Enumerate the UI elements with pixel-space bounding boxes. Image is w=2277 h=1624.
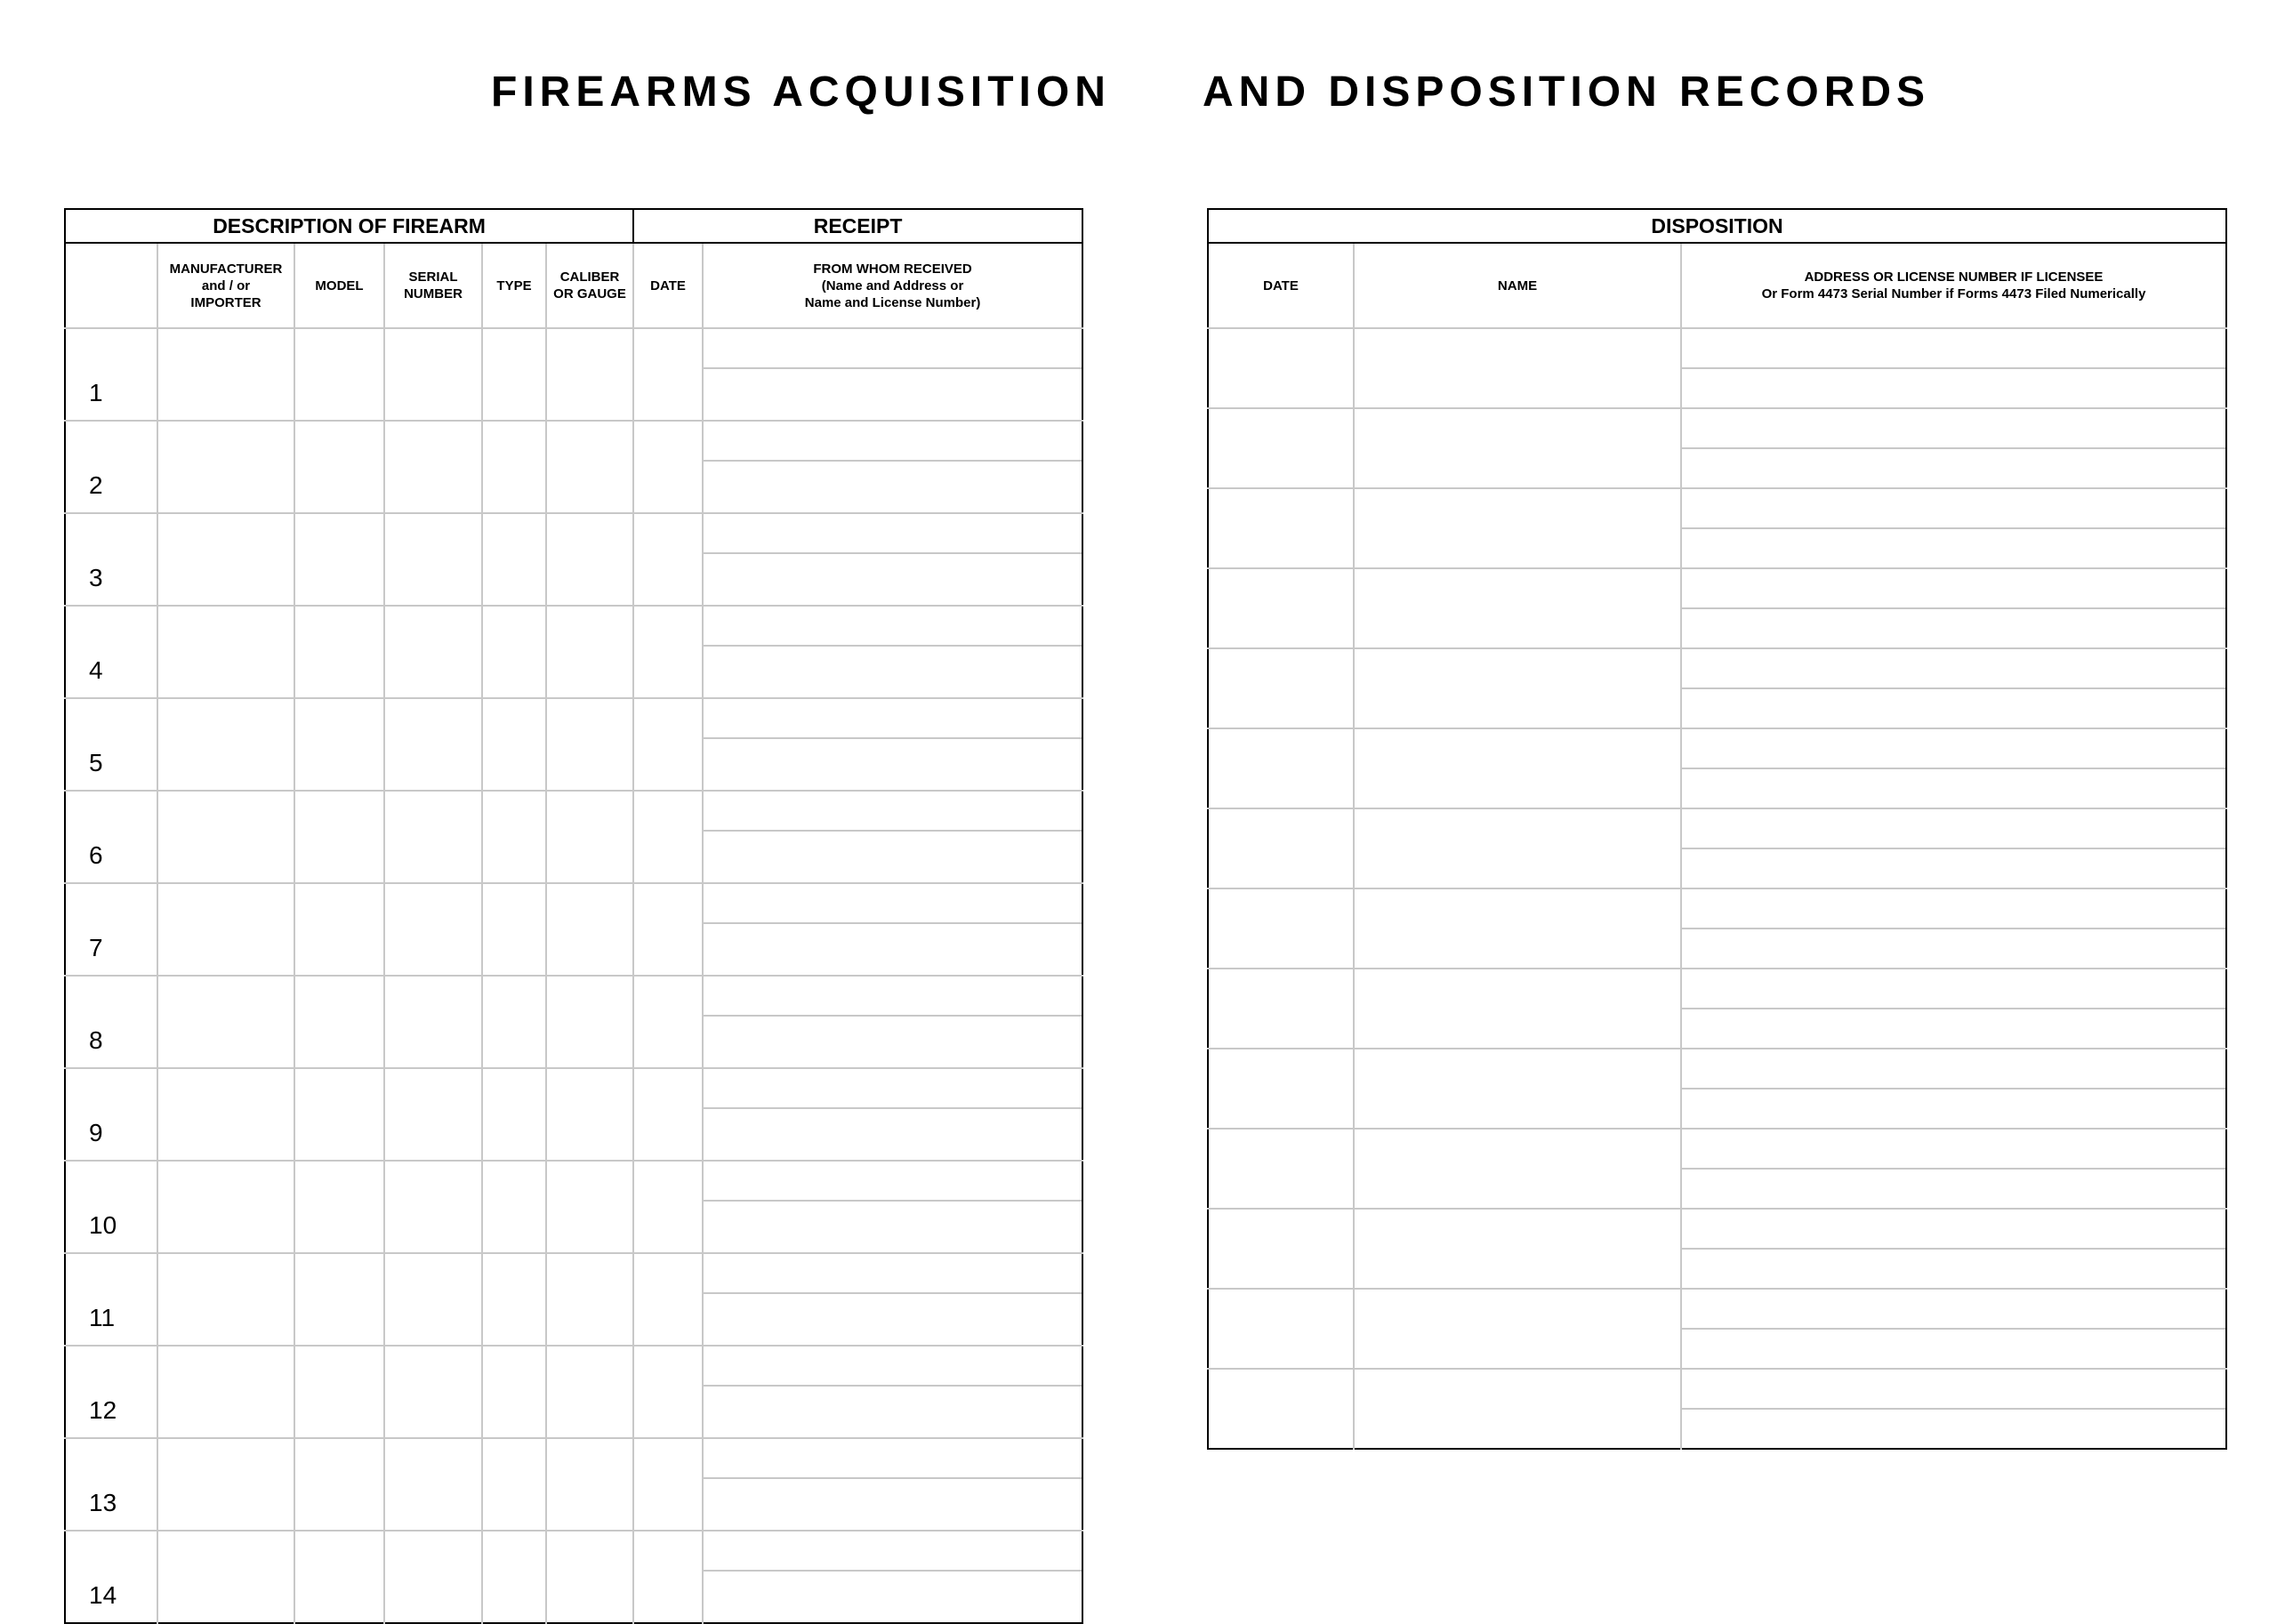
acquisition-row (65, 1531, 1082, 1623)
writing-line (1682, 1008, 2225, 1009)
address-or-license-cell[interactable] (1681, 408, 2226, 488)
caliber-cell[interactable] (546, 1531, 633, 1623)
serial-number-cell[interactable] (384, 1161, 482, 1253)
disposition-row (1208, 408, 2226, 488)
caliber-cell[interactable] (546, 328, 633, 421)
acquisition-row (65, 328, 1082, 421)
type-cell[interactable] (482, 976, 546, 1068)
manufacturer-cell[interactable] (157, 883, 294, 976)
disposition-date-cell[interactable] (1208, 969, 1354, 1049)
receipt-date-cell[interactable] (633, 606, 703, 698)
from-whom-received-cell[interactable] (703, 1438, 1082, 1531)
manufacturer-cell[interactable] (157, 1531, 294, 1623)
acquisition-row (65, 1346, 1082, 1438)
receipt-date-cell[interactable] (633, 698, 703, 791)
disposition-name-cell[interactable] (1354, 808, 1681, 888)
from-whom-received-cell[interactable] (703, 606, 1082, 698)
row-number: 9 (65, 1068, 157, 1161)
row-number: 11 (65, 1253, 157, 1346)
address-or-license-cell[interactable] (1681, 1129, 2226, 1209)
disposition-date-cell[interactable] (1208, 1209, 1354, 1289)
acquisition-row (65, 976, 1082, 1068)
disposition-date-column-header: DATE (1208, 243, 1354, 328)
type-cell[interactable] (482, 328, 546, 421)
disposition-date-cell[interactable] (1208, 568, 1354, 648)
disposition-name-cell[interactable] (1354, 1049, 1681, 1129)
address-or-license-cell[interactable] (1681, 1289, 2226, 1369)
disposition-name-column-header: NAME (1354, 243, 1681, 328)
writing-line (704, 645, 1082, 647)
disposition-date-cell[interactable] (1208, 648, 1354, 728)
caliber-cell[interactable] (546, 1068, 633, 1161)
receipt-header: RECEIPT (633, 209, 1082, 243)
manufacturer-cell[interactable] (157, 1253, 294, 1346)
serial-number-cell[interactable] (384, 606, 482, 698)
acquisition-row (65, 1068, 1082, 1161)
writing-line (704, 1292, 1082, 1294)
model-cell[interactable] (294, 328, 384, 421)
type-cell[interactable] (482, 513, 546, 606)
disposition-row (1208, 1369, 2226, 1449)
row-number: 5 (65, 698, 157, 791)
type-cell[interactable] (482, 883, 546, 976)
disposition-row (1208, 1049, 2226, 1129)
disposition-table (1207, 208, 2227, 1450)
writing-line (704, 552, 1082, 554)
serial-number-cell[interactable] (384, 1253, 482, 1346)
disposition-name-cell[interactable] (1354, 969, 1681, 1049)
from-whom-received-cell[interactable] (703, 1068, 1082, 1161)
disposition-date-cell[interactable] (1208, 1289, 1354, 1369)
page-title-left: FIREARMS ACQUISITION (491, 68, 1111, 116)
manufacturer-cell[interactable] (157, 1068, 294, 1161)
serial-number-cell[interactable] (384, 328, 482, 421)
writing-line (1682, 1328, 2225, 1330)
disposition-name-cell[interactable] (1354, 888, 1681, 969)
from-whom-received-cell[interactable] (703, 1253, 1082, 1346)
from-whom-received-cell[interactable] (703, 976, 1082, 1068)
writing-line (1682, 848, 2225, 849)
caliber-cell[interactable] (546, 1253, 633, 1346)
disposition-row (1208, 728, 2226, 808)
row-number: 2 (65, 421, 157, 513)
row-number: 12 (65, 1346, 157, 1438)
disposition-date-cell[interactable] (1208, 1129, 1354, 1209)
caliber-cell[interactable] (546, 883, 633, 976)
model-column-header: MODEL (294, 243, 384, 328)
from-whom-received-cell[interactable] (703, 513, 1082, 606)
row-number: 1 (65, 328, 157, 421)
model-cell[interactable] (294, 421, 384, 513)
disposition-date-cell[interactable] (1208, 408, 1354, 488)
caliber-cell[interactable] (546, 606, 633, 698)
receipt-date-cell[interactable] (633, 328, 703, 421)
manufacturer-cell[interactable] (157, 976, 294, 1068)
address-or-license-cell[interactable] (1681, 488, 2226, 568)
model-cell[interactable] (294, 698, 384, 791)
disposition-name-cell[interactable] (1354, 1129, 1681, 1209)
acquisition-row (65, 1438, 1082, 1531)
writing-line (1682, 447, 2225, 449)
receipt-date-cell[interactable] (633, 1531, 703, 1623)
writing-line (704, 737, 1082, 739)
serial-number-cell[interactable] (384, 421, 482, 513)
row-number: 14 (65, 1531, 157, 1623)
disposition-name-cell[interactable] (1354, 328, 1681, 408)
from-whom-received-cell[interactable] (703, 421, 1082, 513)
serial-number-cell[interactable] (384, 1068, 482, 1161)
receipt-date-cell[interactable] (633, 1161, 703, 1253)
caliber-cell[interactable] (546, 1438, 633, 1531)
description-of-firearm-header: DESCRIPTION OF FIREARM (65, 209, 633, 243)
writing-line (704, 1570, 1082, 1572)
disposition-row (1208, 1209, 2226, 1289)
receipt-date-cell[interactable] (633, 791, 703, 883)
model-cell[interactable] (294, 606, 384, 698)
writing-line (1682, 768, 2225, 769)
disposition-name-cell[interactable] (1354, 1369, 1681, 1449)
disposition-row (1208, 969, 2226, 1049)
disposition-row (1208, 808, 2226, 888)
acquisition-row (65, 1253, 1082, 1346)
acquisition-row (65, 606, 1082, 698)
address-or-license-cell[interactable] (1681, 1369, 2226, 1449)
writing-line (704, 830, 1082, 832)
disposition-row (1208, 888, 2226, 969)
writing-line (1682, 1168, 2225, 1170)
writing-line (704, 1385, 1082, 1387)
disposition-row (1208, 1289, 2226, 1369)
writing-line (704, 367, 1082, 369)
row-number: 7 (65, 883, 157, 976)
disposition-date-cell[interactable] (1208, 1049, 1354, 1129)
type-cell[interactable] (482, 1346, 546, 1438)
manufacturer-cell[interactable] (157, 1438, 294, 1531)
receipt-date-cell[interactable] (633, 1346, 703, 1438)
disposition-name-cell[interactable] (1354, 728, 1681, 808)
receipt-date-cell[interactable] (633, 421, 703, 513)
from-whom-received-cell[interactable] (703, 1531, 1082, 1623)
receipt-date-column-header: DATE (633, 243, 703, 328)
serial-number-cell[interactable] (384, 1346, 482, 1438)
receipt-date-cell[interactable] (633, 883, 703, 976)
receipt-date-cell[interactable] (633, 1253, 703, 1346)
disposition-name-cell[interactable] (1354, 568, 1681, 648)
writing-line (1682, 607, 2225, 609)
disposition-date-cell[interactable] (1208, 1369, 1354, 1449)
row-number: 8 (65, 976, 157, 1068)
manufacturer-cell[interactable] (157, 513, 294, 606)
receipt-date-cell[interactable] (633, 1068, 703, 1161)
serial-number-cell[interactable] (384, 698, 482, 791)
row-number: 13 (65, 1438, 157, 1531)
from-whom-received-cell[interactable] (703, 791, 1082, 883)
address-or-license-cell[interactable] (1681, 328, 2226, 408)
row-number: 4 (65, 606, 157, 698)
disposition-name-cell[interactable] (1354, 1289, 1681, 1369)
address-or-license-cell[interactable] (1681, 888, 2226, 969)
caliber-column-header: CALIBER OR GAUGE (546, 243, 633, 328)
writing-line (704, 1107, 1082, 1109)
disposition-row (1208, 488, 2226, 568)
disposition-date-cell[interactable] (1208, 888, 1354, 969)
disposition-row (1208, 1129, 2226, 1209)
disposition-header: DISPOSITION (1208, 209, 2226, 243)
type-cell[interactable] (482, 1068, 546, 1161)
disposition-name-cell[interactable] (1354, 408, 1681, 488)
from-whom-received-cell[interactable] (703, 328, 1082, 421)
acquisition-row (65, 1161, 1082, 1253)
manufacturer-cell[interactable] (157, 1161, 294, 1253)
address-or-license-cell[interactable] (1681, 808, 2226, 888)
address-or-license-cell[interactable] (1681, 728, 2226, 808)
model-cell[interactable] (294, 1531, 384, 1623)
from-whom-received-column-header: FROM WHOM RECEIVED (Name and Address or Name and License Number) (703, 243, 1082, 328)
address-or-license-cell[interactable] (1681, 1049, 2226, 1129)
serial-number-cell[interactable] (384, 791, 482, 883)
page-title-right: AND DISPOSITION RECORDS (1203, 68, 1931, 116)
disposition-date-cell[interactable] (1208, 728, 1354, 808)
disposition-date-cell[interactable] (1208, 328, 1354, 408)
from-whom-received-cell[interactable] (703, 1346, 1082, 1438)
writing-line (704, 460, 1082, 462)
writing-line (704, 1200, 1082, 1202)
type-cell[interactable] (482, 421, 546, 513)
disposition-name-cell[interactable] (1354, 648, 1681, 728)
caliber-cell[interactable] (546, 513, 633, 606)
disposition-row (1208, 568, 2226, 648)
type-cell[interactable] (482, 1531, 546, 1623)
disposition-name-cell[interactable] (1354, 1209, 1681, 1289)
type-cell[interactable] (482, 1161, 546, 1253)
serial-number-cell[interactable] (384, 976, 482, 1068)
model-cell[interactable] (294, 1161, 384, 1253)
writing-line (1682, 1248, 2225, 1250)
manufacturer-cell[interactable] (157, 1346, 294, 1438)
disposition-date-cell[interactable] (1208, 488, 1354, 568)
receipt-date-cell[interactable] (633, 1438, 703, 1531)
type-cell[interactable] (482, 791, 546, 883)
disposition-row (1208, 648, 2226, 728)
writing-line (1682, 687, 2225, 689)
receipt-date-cell[interactable] (633, 976, 703, 1068)
from-whom-received-cell[interactable] (703, 698, 1082, 791)
serial-number-cell[interactable] (384, 513, 482, 606)
model-cell[interactable] (294, 1068, 384, 1161)
type-column-header: TYPE (482, 243, 546, 328)
acquisition-row (65, 883, 1082, 976)
model-cell[interactable] (294, 513, 384, 606)
type-cell[interactable] (482, 1438, 546, 1531)
caliber-cell[interactable] (546, 421, 633, 513)
caliber-cell[interactable] (546, 1161, 633, 1253)
writing-line (1682, 527, 2225, 529)
row-number-column-header (65, 243, 157, 328)
acquisition-row (65, 513, 1082, 606)
acquisition-row (65, 791, 1082, 883)
row-number: 3 (65, 513, 157, 606)
writing-line (1682, 1088, 2225, 1089)
manufacturer-cell[interactable] (157, 328, 294, 421)
acquisition-table (64, 208, 1083, 1624)
acquisition-row (65, 421, 1082, 513)
disposition-row (1208, 328, 2226, 408)
type-cell[interactable] (482, 1253, 546, 1346)
row-number: 6 (65, 791, 157, 883)
caliber-cell[interactable] (546, 1346, 633, 1438)
disposition-name-cell[interactable] (1354, 488, 1681, 568)
model-cell[interactable] (294, 791, 384, 883)
address-or-license-cell[interactable] (1681, 969, 2226, 1049)
address-or-license-cell[interactable] (1681, 568, 2226, 648)
address-or-license-cell[interactable] (1681, 1209, 2226, 1289)
acquisition-row (65, 698, 1082, 791)
caliber-cell[interactable] (546, 791, 633, 883)
address-or-license-cell[interactable] (1681, 648, 2226, 728)
manufacturer-cell[interactable] (157, 791, 294, 883)
receipt-date-cell[interactable] (633, 513, 703, 606)
serial-number-column-header: SERIAL NUMBER (384, 243, 482, 328)
from-whom-received-cell[interactable] (703, 1161, 1082, 1253)
model-cell[interactable] (294, 1253, 384, 1346)
manufacturer-column-header: MANUFACTURER and / or IMPORTER (157, 243, 294, 328)
model-cell[interactable] (294, 883, 384, 976)
manufacturer-cell[interactable] (157, 698, 294, 791)
writing-line (704, 1015, 1082, 1017)
manufacturer-cell[interactable] (157, 606, 294, 698)
writing-line (1682, 367, 2225, 369)
model-cell[interactable] (294, 976, 384, 1068)
model-cell[interactable] (294, 1346, 384, 1438)
writing-line (1682, 1408, 2225, 1410)
writing-line (1682, 928, 2225, 929)
type-cell[interactable] (482, 698, 546, 791)
serial-number-cell[interactable] (384, 1531, 482, 1623)
writing-line (704, 922, 1082, 924)
disposition-date-cell[interactable] (1208, 808, 1354, 888)
writing-line (704, 1477, 1082, 1479)
caliber-cell[interactable] (546, 698, 633, 791)
address-or-license-column-header: ADDRESS OR LICENSE NUMBER IF LICENSEE Or Form 4473 Serial Number if Forms 4473 Filed Numerically (1681, 243, 2226, 328)
manufacturer-cell[interactable] (157, 421, 294, 513)
serial-number-cell[interactable] (384, 1438, 482, 1531)
model-cell[interactable] (294, 1438, 384, 1531)
caliber-cell[interactable] (546, 976, 633, 1068)
serial-number-cell[interactable] (384, 883, 482, 976)
type-cell[interactable] (482, 606, 546, 698)
row-number: 10 (65, 1161, 157, 1253)
from-whom-received-cell[interactable] (703, 883, 1082, 976)
